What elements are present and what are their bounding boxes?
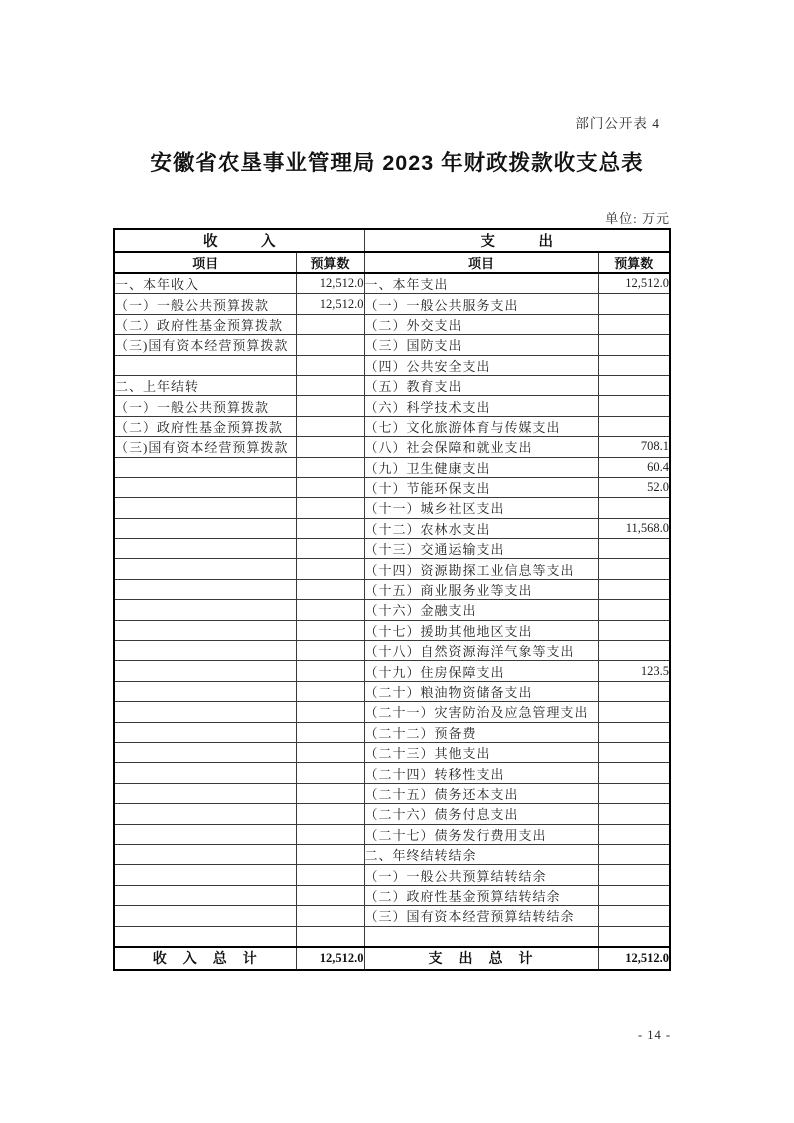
income-item-cell xyxy=(114,844,296,864)
expense-item-cell: （十二）农林水支出 xyxy=(364,518,598,538)
expense-item-cell: （十四）资源勘探工业信息等支出 xyxy=(364,559,598,579)
expense-value-cell xyxy=(598,355,670,375)
income-value-cell xyxy=(296,396,364,416)
income-value-cell xyxy=(296,742,364,762)
income-item-cell xyxy=(114,579,296,599)
income-value-cell xyxy=(296,335,364,355)
expense-value-cell xyxy=(598,375,670,395)
expense-value-cell xyxy=(598,824,670,844)
table-row xyxy=(114,294,670,314)
expense-value-cell: 123.5 xyxy=(598,661,670,681)
expense-item-cell: （五）教育支出 xyxy=(364,375,598,395)
income-value-cell xyxy=(296,416,364,436)
expense-item-cell: （十五）商业服务业等支出 xyxy=(364,579,598,599)
table-row xyxy=(114,722,670,742)
column-header-row xyxy=(114,252,670,273)
income-item-cell xyxy=(114,477,296,497)
income-section-header: 收 入 xyxy=(114,229,364,252)
expense-value-cell xyxy=(598,804,670,824)
expense-value-cell: 708.1 xyxy=(598,437,670,457)
table-row xyxy=(114,375,670,395)
table-row xyxy=(114,804,670,824)
expense-item-cell: （二）外交支出 xyxy=(364,314,598,334)
table-row xyxy=(114,906,670,926)
expense-value-cell xyxy=(598,722,670,742)
expense-value-cell xyxy=(598,702,670,722)
income-item-cell xyxy=(114,457,296,477)
income-value-cell xyxy=(296,722,364,742)
table-row xyxy=(114,885,670,905)
table-row xyxy=(114,437,670,457)
table-row xyxy=(114,396,670,416)
table-row xyxy=(114,702,670,722)
table-row xyxy=(114,824,670,844)
income-item-cell xyxy=(114,742,296,762)
expense-value-cell xyxy=(598,865,670,885)
income-value-cell xyxy=(296,844,364,864)
income-value-cell xyxy=(296,926,364,947)
income-value-cell xyxy=(296,518,364,538)
income-value-cell xyxy=(296,314,364,334)
budget-table-header xyxy=(114,229,670,273)
income-item-cell xyxy=(114,641,296,661)
income-value-cell xyxy=(296,702,364,722)
income-item-cell xyxy=(114,355,296,375)
income-item-cell xyxy=(114,498,296,518)
income-item-cell xyxy=(114,681,296,701)
expense-item-cell xyxy=(364,926,598,947)
expense-value-cell xyxy=(598,579,670,599)
table-row xyxy=(114,416,670,436)
income-item-cell xyxy=(114,600,296,620)
income-item-cell: （一）一般公共预算拨款 xyxy=(114,396,296,416)
income-value-cell xyxy=(296,355,364,375)
expense-item-cell: （十七）援助其他地区支出 xyxy=(364,620,598,640)
expense-value-cell: 12,512.0 xyxy=(598,273,670,294)
budget-table xyxy=(113,228,671,971)
expense-item-column-header: 项目 xyxy=(364,252,598,273)
income-value-cell xyxy=(296,477,364,497)
expense-item-cell: （二十六）债务付息支出 xyxy=(364,804,598,824)
expense-item-cell: （十）节能环保支出 xyxy=(364,477,598,497)
income-item-cell xyxy=(114,824,296,844)
expense-value-cell xyxy=(598,416,670,436)
expense-item-cell: （十一）城乡社区支出 xyxy=(364,498,598,518)
table-row xyxy=(114,314,670,334)
income-item-cell xyxy=(114,906,296,926)
expense-item-cell: （二十四）转移性支出 xyxy=(364,763,598,783)
table-row xyxy=(114,273,670,294)
expense-value-cell xyxy=(598,559,670,579)
page-title: 安徽省农垦事业管理局 2023 年财政拨款收支总表 xyxy=(150,151,644,175)
expense-item-cell: （二十三）其他支出 xyxy=(364,742,598,762)
income-item-cell xyxy=(114,865,296,885)
table-row xyxy=(114,681,670,701)
section-header-row xyxy=(114,229,670,252)
expense-item-cell: （三）国防支出 xyxy=(364,335,598,355)
expense-value-cell: 11,568.0 xyxy=(598,518,670,538)
expense-item-cell: （二）政府性基金预算结转结余 xyxy=(364,885,598,905)
expense-value-cell xyxy=(598,620,670,640)
income-value-cell xyxy=(296,620,364,640)
income-item-cell: 二、上年结转 xyxy=(114,375,296,395)
expense-item-cell: （二十五）债务还本支出 xyxy=(364,783,598,803)
unit-note: 单位: 万元 xyxy=(605,211,670,226)
table-row xyxy=(114,641,670,661)
expense-item-cell: （八）社会保障和就业支出 xyxy=(364,437,598,457)
income-value-cell xyxy=(296,885,364,905)
income-item-cell xyxy=(114,926,296,947)
income-value-cell xyxy=(296,375,364,395)
expense-item-cell: （六）科学技术支出 xyxy=(364,396,598,416)
expense-item-cell: （三）国有资本经营预算结转结余 xyxy=(364,906,598,926)
expense-item-cell: （九）卫生健康支出 xyxy=(364,457,598,477)
income-item-cell: （二）政府性基金预算拨款 xyxy=(114,416,296,436)
table-row xyxy=(114,335,670,355)
expense-item-cell: （十九）住房保障支出 xyxy=(364,661,598,681)
income-item-cell xyxy=(114,804,296,824)
income-value-cell xyxy=(296,539,364,559)
table-row xyxy=(114,844,670,864)
expense-item-cell: （十八）自然资源海洋气象等支出 xyxy=(364,641,598,661)
income-value-cell xyxy=(296,498,364,518)
table-row xyxy=(114,539,670,559)
income-item-cell xyxy=(114,722,296,742)
table-row xyxy=(114,926,670,947)
expense-item-cell: （二十七）债务发行费用支出 xyxy=(364,824,598,844)
income-value-cell xyxy=(296,783,364,803)
income-value-cell xyxy=(296,641,364,661)
expense-value-cell xyxy=(598,396,670,416)
expense-value-cell xyxy=(598,763,670,783)
expense-value-cell xyxy=(598,641,670,661)
income-item-cell xyxy=(114,620,296,640)
expense-item-cell: （二十二）预备费 xyxy=(364,722,598,742)
income-item-cell: （一）一般公共预算拨款 xyxy=(114,294,296,314)
table-row xyxy=(114,763,670,783)
table-row xyxy=(114,742,670,762)
table-row xyxy=(114,355,670,375)
expense-value-cell xyxy=(598,335,670,355)
income-value-cell xyxy=(296,804,364,824)
expense-section-header: 支 出 xyxy=(364,229,670,252)
expense-item-cell: （一）一般公共预算结转结余 xyxy=(364,865,598,885)
expense-total-value: 12,512.0 xyxy=(598,947,670,970)
income-value-cell xyxy=(296,681,364,701)
income-value-cell xyxy=(296,579,364,599)
income-item-cell xyxy=(114,539,296,559)
income-value-cell xyxy=(296,824,364,844)
expense-value-cell: 60.4 xyxy=(598,457,670,477)
expense-budget-column-header: 预算数 xyxy=(598,252,670,273)
table-row xyxy=(114,783,670,803)
expense-item-cell: （二十一）灾害防治及应急管理支出 xyxy=(364,702,598,722)
income-item-cell xyxy=(114,518,296,538)
income-value-cell xyxy=(296,865,364,885)
income-value-cell xyxy=(296,437,364,457)
income-value-cell xyxy=(296,559,364,579)
income-budget-column-header: 预算数 xyxy=(296,252,364,273)
income-item-cell xyxy=(114,702,296,722)
totals-row xyxy=(114,947,670,970)
expense-value-cell xyxy=(598,885,670,905)
expense-value-cell xyxy=(598,844,670,864)
expense-value-cell xyxy=(598,498,670,518)
table-row xyxy=(114,477,670,497)
expense-value-cell xyxy=(598,742,670,762)
table-row xyxy=(114,600,670,620)
expense-value-cell xyxy=(598,906,670,926)
income-total-value: 12,512.0 xyxy=(296,947,364,970)
table-row xyxy=(114,620,670,640)
expense-value-cell xyxy=(598,783,670,803)
income-value-cell xyxy=(296,906,364,926)
expense-item-cell: （一）一般公共服务支出 xyxy=(364,294,598,314)
page-number: - 14 - xyxy=(638,1028,672,1042)
table-row xyxy=(114,518,670,538)
expense-item-cell: 一、本年支出 xyxy=(364,273,598,294)
income-item-cell xyxy=(114,661,296,681)
income-value-cell xyxy=(296,763,364,783)
expense-item-cell: 二、年终结转结余 xyxy=(364,844,598,864)
budget-table-footer xyxy=(114,947,670,970)
income-value-cell: 12,512.0 xyxy=(296,294,364,314)
expense-item-cell: （四）公共安全支出 xyxy=(364,355,598,375)
income-item-cell: （三)国有资本经营预算拨款 xyxy=(114,335,296,355)
income-item-cell xyxy=(114,559,296,579)
table-row xyxy=(114,661,670,681)
expense-item-cell: （七）文化旅游体育与传媒支出 xyxy=(364,416,598,436)
expense-item-cell: （二十）粮油物资储备支出 xyxy=(364,681,598,701)
table-row xyxy=(114,498,670,518)
income-value-cell xyxy=(296,661,364,681)
expense-value-cell xyxy=(598,926,670,947)
income-value-cell xyxy=(296,457,364,477)
expense-value-cell xyxy=(598,314,670,334)
income-value-cell: 12,512.0 xyxy=(296,273,364,294)
income-item-cell: （三)国有资本经营预算拨款 xyxy=(114,437,296,457)
income-total-label: 收 入 总 计 xyxy=(114,947,296,970)
income-item-cell xyxy=(114,885,296,905)
income-item-cell: （二）政府性基金预算拨款 xyxy=(114,314,296,334)
table-row xyxy=(114,865,670,885)
expense-total-label: 支 出 总 计 xyxy=(364,947,598,970)
income-item-cell: 一、本年收入 xyxy=(114,273,296,294)
income-item-column-header: 项目 xyxy=(114,252,296,273)
expense-value-cell xyxy=(598,681,670,701)
table-row xyxy=(114,559,670,579)
expense-value-cell xyxy=(598,294,670,314)
income-item-cell xyxy=(114,783,296,803)
expense-value-cell: 52.0 xyxy=(598,477,670,497)
budget-table-body xyxy=(114,273,670,947)
expense-item-cell: （十三）交通运输支出 xyxy=(364,539,598,559)
income-value-cell xyxy=(296,600,364,620)
expense-value-cell xyxy=(598,600,670,620)
expense-item-cell: （十六）金融支出 xyxy=(364,600,598,620)
table-row xyxy=(114,579,670,599)
table-row xyxy=(114,457,670,477)
doc-label: 部门公开表 4 xyxy=(575,116,660,131)
income-item-cell xyxy=(114,763,296,783)
expense-value-cell xyxy=(598,539,670,559)
